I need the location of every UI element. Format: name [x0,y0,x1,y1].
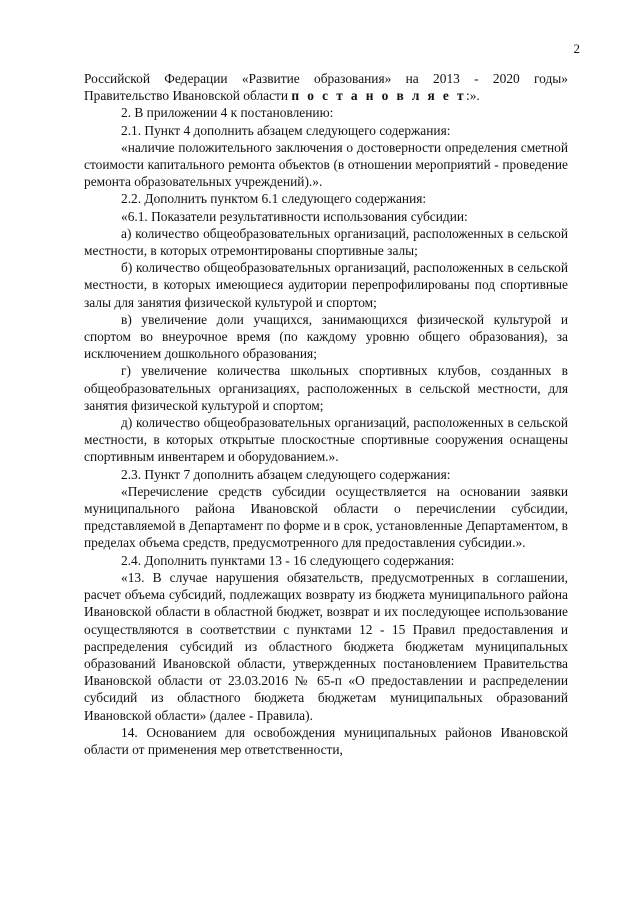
page-number: 2 [573,41,580,56]
bold-spaced-verb: п о с т а н о в л я е т [291,88,466,104]
paragraph-6-1: «6.1. Показатели результативности использования субсидии: [121,208,468,224]
paragraph-item-2-4: 2.4. Дополнить пунктами 13 - 16 следующего содержания: [121,552,455,568]
paragraph-item-2-3: 2.3. Пункт 7 дополнить абзацем следующего содержания: [121,466,451,482]
paragraph-subitem-d: д) количество общеобразовательных организаций, расположенных в сельской местности, в которых открытые плоскостные спортивные сооружения оснащены спортивным инвентарем и оборудованием.». [84,415,568,465]
paragraph-item-2-1: 2.1. Пункт 4 дополнить абзацем следующего содержания: [121,122,451,138]
paragraph-intro [84,70,568,104]
paragraph-item-2-2: 2.2. Дополнить пунктом 6.1 следующего содержания: [121,191,427,207]
paragraph-subitem-g: г) увеличение количества школьных спортивных клубов, созданных в общеобразовательных организациях, расположенных в сельской местности, для занятия физической культурой и спортом; [84,363,568,413]
paragraph-item-2: 2. В приложении 4 к постановлению: [121,105,334,121]
document-body [84,70,568,758]
paragraph-subitem-a: а) количество общеобразовательных организаций, расположенных в сельской местности, в которых отремонтированы спортивные залы; [84,225,568,259]
paragraph-subitem-b: б) количество общеобразовательных организаций, расположенных в сельской местности, в которых имеющиеся аудитории перепрофилированы под спортивные залы для занятия физической культурой и спортом; [84,260,568,310]
paragraph-subitem-v: в) увеличение доли учащихся, занимающихся физической культурой и спортом во внеурочное время (по каждому уровню общего образования), за исключением дошкольного образования; [84,311,568,362]
paragraph-text: Российской Федерации «Развитие образования» на 2013 - 2020 годы» Правительство Ивановской области [84,71,568,104]
paragraph-quote-transfer: «Перечисление средств субсидии осуществляется на основании заявки муниципального района Ивановской области о перечислении субсидии, представляемой в Департамент по форме и в срок, установленные Департаментом, в пределах объема средств, предусмотренного для предоставления субсидии.». [84,483,568,551]
paragraph-tail: :». [465,88,480,104]
paragraph-quote-conclusion: «наличие положительного заключения о достоверности определения сметной стоимости капитального ремонта объектов (в отношении мероприятий - проведение ремонта образовательных учреждений).». [84,139,568,190]
paragraph-14: 14. Основанием для освобождения муниципальных районов Ивановской области от применения мер ответственности, [84,724,568,757]
paragraph-13: «13. В случае нарушения обязательств, предусмотренных в соглашении, расчет объема субсидий, подлежащих возврату из бюджета муниципального района Ивановской области в областной бюджет, возврат и их последующее использование осуществляются в соответствии с пунктами 12 - 15 Правил предоставления и распределения субсидий из областного бюджета бюджетам муниципальных образований Ивановской области, утвержденных постановлением Правительства Ивановской области от 23.03.2016 № 65-п «О предоставлении и распределении субсидий из областного бюджета бюджетам муниципальных образований Ивановской области» (далее - Правила). [84,569,568,723]
